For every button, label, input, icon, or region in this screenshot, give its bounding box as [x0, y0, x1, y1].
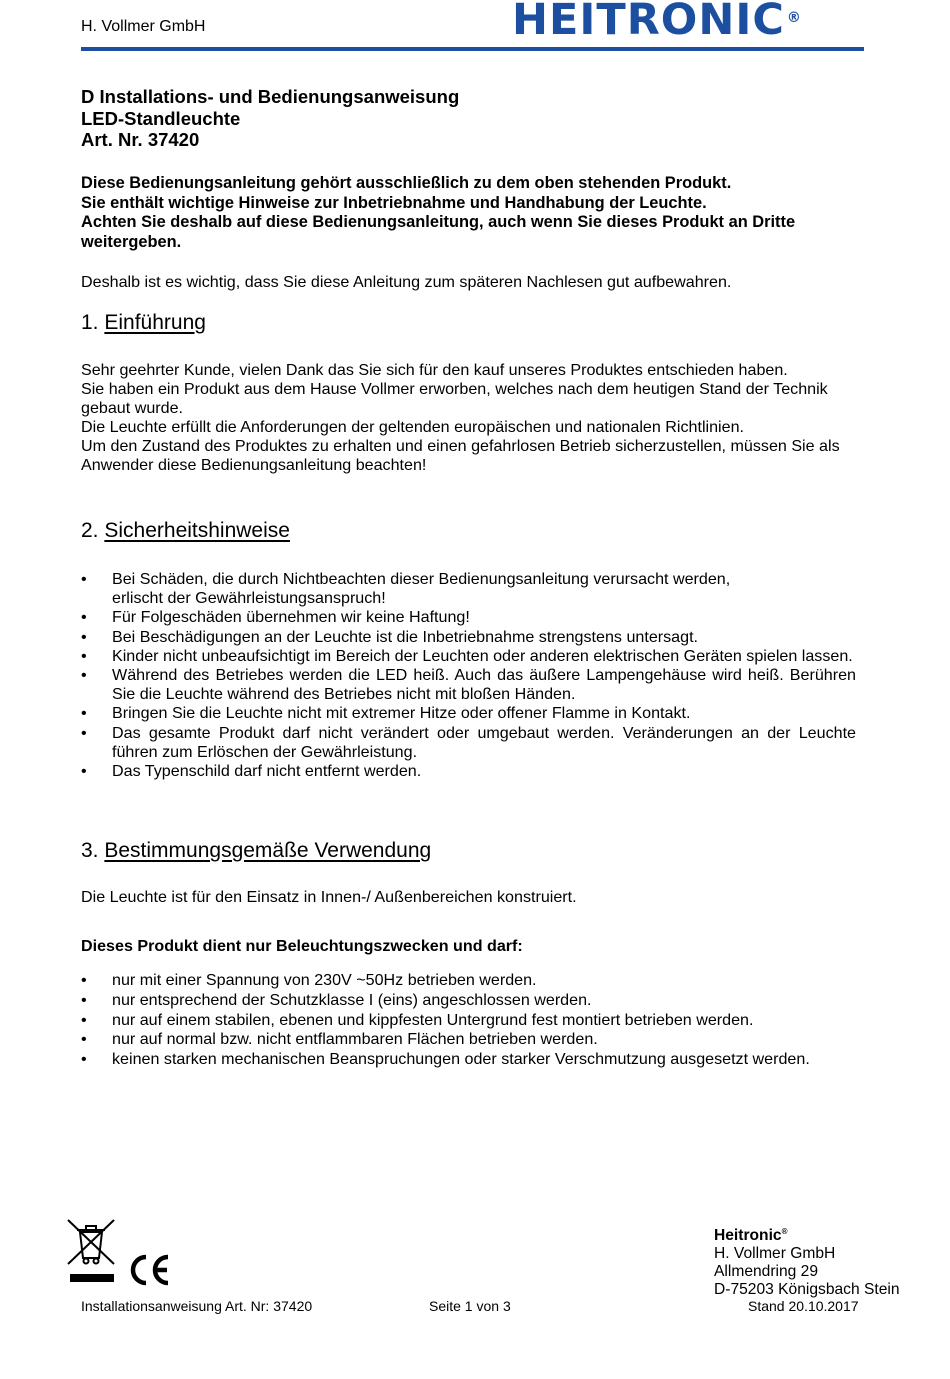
address-company: H. Vollmer GmbH	[714, 1245, 836, 1263]
weee-crossed-bin-icon	[66, 1218, 118, 1286]
intro-bold-paragraph	[81, 174, 871, 252]
title-line: Art. Nr. 37420	[81, 129, 200, 150]
list-item: • Während des Betriebes werden die LED heiß. Auch das äußere Lampengehäuse wird heiß. Berühren Sie die Leuchte während des Betriebes nicht mit bloßen Händen.	[81, 666, 856, 704]
list-item: • Kinder nicht unbeaufsichtigt im Bereich der Leuchten oder anderen elektrischen Geräten spielen lassen.	[81, 647, 856, 666]
intro-note: Deshalb ist es wichtig, dass Sie diese Anleitung zum späteren Nachlesen gut aufbewahren.	[81, 273, 732, 291]
logo-registered-mark: ®	[786, 10, 802, 26]
intro-line: Achten Sie deshalb auf diese Bedienungsanleitung, auch wenn Sie dieses Produkt an Dritte weitergeben.	[81, 213, 796, 251]
document-title	[81, 86, 459, 151]
address-brand: Heitronic®	[714, 1227, 788, 1245]
heitronic-logo	[512, 0, 802, 45]
safety-list	[81, 570, 856, 781]
section-heading-einfuehrung	[81, 311, 206, 335]
company-name: H. Vollmer GmbH	[81, 18, 206, 35]
logo-text: HEITRONIC	[512, 0, 785, 45]
list-item: • nur auf normal bzw. nicht entflammbaren Flächen betrieben werden.	[81, 1030, 856, 1050]
section-heading-verwendung	[81, 839, 431, 863]
paragraph-line: Die Leuchte erfüllt die Anforderungen der geltenden europäischen und nationalen Richtlinien.	[81, 418, 744, 436]
ce-mark-icon	[126, 1253, 172, 1287]
section-number: 2.	[81, 519, 99, 542]
list-item: • Das Typenschild darf nicht entfernt werden.	[81, 762, 856, 781]
section-einfuehrung-body	[81, 361, 866, 475]
list-item: • Bei Schäden, die durch Nichtbeachten dieser Bedienungsanleitung verursacht werden, erlischt der Gewährleistungsanspruch!	[81, 570, 856, 608]
address-street: Allmendring 29	[714, 1263, 819, 1281]
section-heading-sicherheitshinweise	[81, 519, 290, 543]
list-item: • nur mit einer Spannung von 230V ~50Hz betrieben werden.	[81, 971, 856, 991]
company-address	[714, 1223, 900, 1299]
title-line: LED-Standleuchte	[81, 107, 241, 129]
list-item: • Bringen Sie die Leuchte nicht mit extremer Hitze oder offener Flamme in Kontakt.	[81, 704, 856, 723]
list-item: • nur entsprechend der Schutzklasse I (eins) angeschlossen werden.	[81, 991, 856, 1011]
usage-text: Die Leuchte ist für den Einsatz in Innen-/ Außenbereichen konstruiert.	[81, 888, 577, 906]
intro-line: Sie enthält wichtige Hinweise zur Inbetriebnahme und Handhabung der Leuchte.	[81, 193, 707, 212]
section-heading-text: Bestimmungsgemäße Verwendung	[104, 839, 432, 862]
section-heading-text: Sicherheitshinweise	[104, 519, 290, 542]
paragraph-line: Um den Zustand des Produktes zu erhalten und einen gefahrlosen Betrieb sicherzustellen, müssen Sie als Anwender diese Bedienungsanleitung beachten!	[81, 437, 840, 474]
usage-list	[81, 971, 856, 1070]
list-item: • nur auf einem stabilen, ebenen und kippfesten Untergrund fest montiert betrieben werden.	[81, 1011, 856, 1031]
title-line: D Installations- und Bedienungsanweisung	[81, 86, 460, 107]
intro-line: Diese Bedienungsanleitung gehört ausschließlich zu dem oben stehenden Produkt.	[81, 174, 732, 192]
paragraph-line: Sie haben ein Produkt aus dem Hause Vollmer erworben, welches nach dem heutigen Stand der Technik gebaut wurde.	[81, 380, 828, 417]
list-item: • keinen starken mechanischen Beanspruchungen oder starker Verschmutzung ausgesetzt werden.	[81, 1050, 856, 1070]
paragraph-line: Sehr geehrter Kunde, vielen Dank das Sie sich für den kauf unseres Produktes entschieden haben.	[81, 361, 788, 379]
section-heading-text: Einführung	[104, 311, 206, 334]
list-item: • Bei Beschädigungen an der Leuchte ist die Inbetriebnahme strengstens untersagt.	[81, 628, 856, 647]
footer-doc-label: Installationsanweisung Art. Nr: 37420	[81, 1298, 313, 1314]
footer-date-label: Stand 20.10.2017	[748, 1298, 859, 1314]
header-rule	[81, 47, 864, 51]
address-city: D-75203 Königsbach Stein	[714, 1281, 900, 1299]
list-item: • Für Folgeschäden übernehmen wir keine Haftung!	[81, 608, 856, 627]
footer-page-label: Seite 1 von 3	[429, 1298, 511, 1314]
section-number: 3.	[81, 839, 99, 862]
section-number: 1.	[81, 311, 99, 334]
usage-subheading: Dieses Produkt dient nur Beleuchtungszwecken und darf:	[81, 937, 523, 955]
list-item: • Das gesamte Produkt darf nicht verändert oder umgebaut werden. Veränderungen an der Leuchte führen zum Erlöschen der Gewährleistung.	[81, 724, 856, 762]
